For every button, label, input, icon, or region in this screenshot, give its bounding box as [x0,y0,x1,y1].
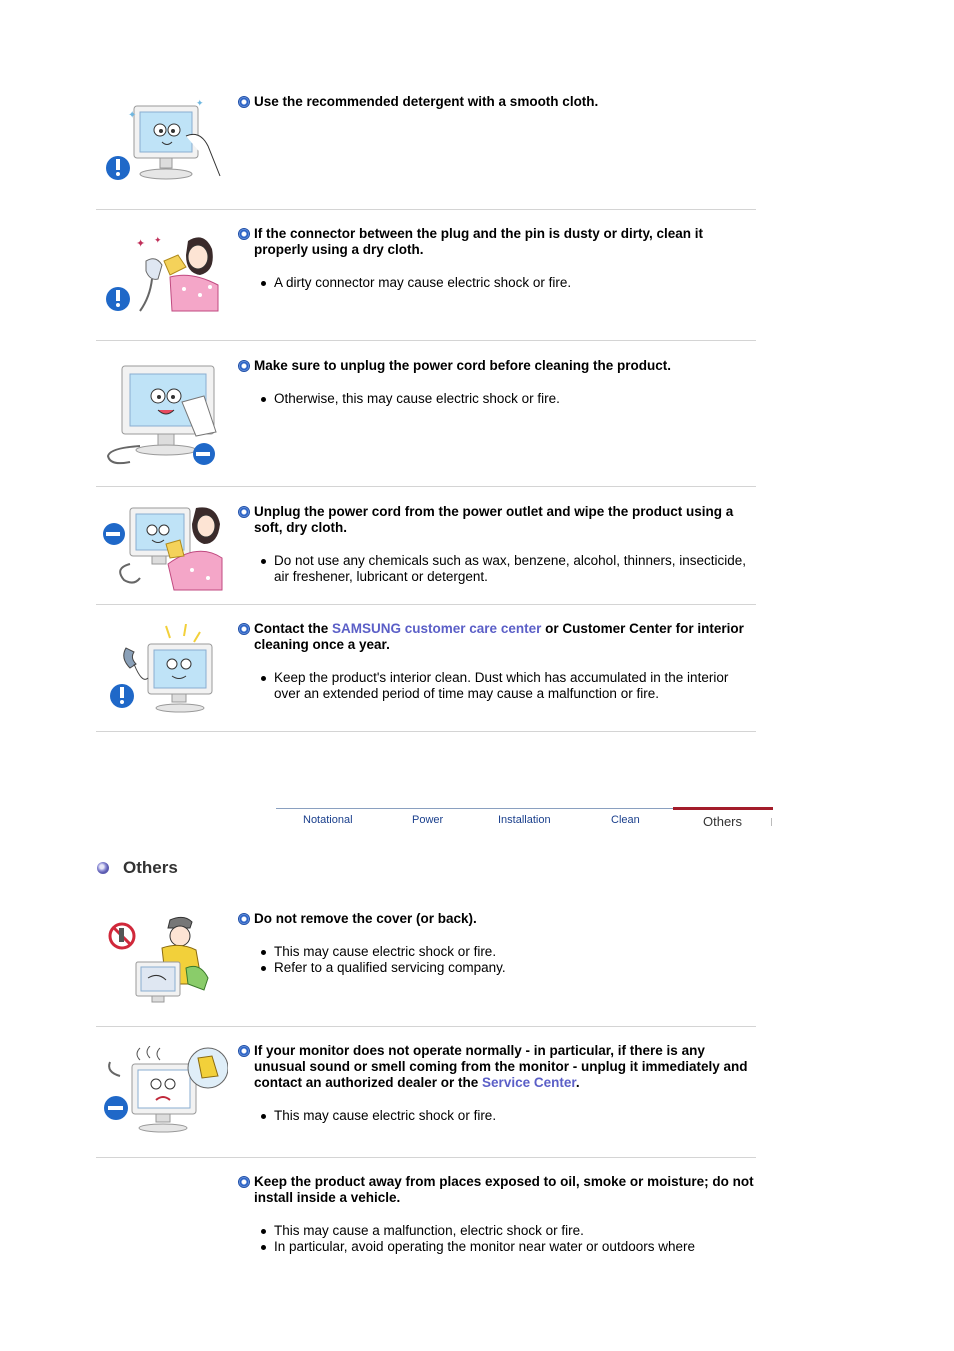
list-item: This may cause electric shock or fire. [274,944,756,960]
heading-text: or Customer Center for interior cleaning once a year. [254,621,744,652]
service-center-link[interactable]: Service Center [482,1075,576,1090]
list-item: Do not use any chemicals such as wax, benzene, alcohol, thinners, insecticide, air freshener, lubricant or detergent. [274,553,756,585]
notice-item [96,1157,756,1267]
detail-list [274,1223,756,1255]
detail-list [274,1108,756,1124]
notice-text [238,1174,756,1255]
tab-others[interactable]: Others [703,814,743,829]
list-item: Keep the product's interior clean. Dust which has accumulated in the interior over an extended period of time may cause a malfunction or fire. [274,670,756,702]
blue-bullet-icon [238,623,250,635]
notice-text [238,358,756,407]
tab-installation[interactable]: Installation [498,814,551,826]
notice-text [238,621,756,702]
svg-text:✦: ✦ [136,238,146,250]
list-item: This may cause electric shock or fire. [274,1108,756,1124]
detail-list [274,553,756,585]
blue-bullet-icon [238,1045,250,1057]
notice-heading [238,358,756,374]
monitor-unplug-icon [100,362,228,472]
notice-heading [238,1174,756,1206]
heading-text: Use the recommended detergent with a smooth cloth. [254,94,599,109]
active-tab-indicator [673,807,773,810]
heading-text: . [575,1075,580,1090]
list-item: Refer to a qualified servicing company. [274,960,756,976]
heading-text: Make sure to unplug the power cord before cleaning the product. [254,358,672,373]
svg-text:✦: ✦ [196,98,204,108]
notice-item [96,486,756,605]
notice-item [96,209,756,341]
notice-text [238,226,756,291]
heading-text: If the connector between the plug and the pin is dusty or dirty, clean it properly using a dry cloth. [254,226,704,257]
list-item: Otherwise, this may cause electric shock or fire. [274,391,756,407]
notice-heading [238,226,756,258]
notice-heading [238,621,756,653]
tab-clean[interactable]: Clean [611,814,640,826]
heading-text: If your monitor does not operate normally - in particular, if there is any unusual sound or smell coming from the monitor - unplug it immediately and contact an authorized dealer or the [254,1043,748,1090]
heading-text: Contact the [254,621,333,636]
tab-notational[interactable]: Notational [303,814,353,826]
woman-wiping-monitor-icon [100,504,228,594]
heading-text: Do not remove the cover (or back). [254,911,477,926]
blue-bullet-icon [238,506,250,518]
notice-heading [238,911,756,927]
list-item: A dirty connector may cause electric shock or fire. [274,275,756,291]
tab-power[interactable]: Power [412,814,444,826]
blue-bullet-icon [238,360,250,372]
svg-text:✦: ✦ [128,110,137,121]
notice-text [238,94,756,110]
notice-item [96,340,756,487]
samsung-customer-care-link[interactable]: SAMSUNG customer care center [332,621,542,636]
heading-text: Keep the product away from places exposed to oil, smoke or moisture; do not install inside a vehicle. [254,1174,754,1205]
notice-text [238,1043,756,1124]
detail-list [274,944,756,976]
detail-list [274,391,756,407]
svg-text:✦: ✦ [154,235,162,245]
monitor-smoke-unplug-icon [100,1046,228,1138]
woman-cleaning-plug-icon [100,231,228,331]
tab-divider [276,808,673,809]
detail-list [274,670,756,702]
notice-item [96,1026,756,1158]
no-disassembly-icon [100,914,228,1008]
notice-heading [238,504,756,536]
section-bullet-icon [97,862,109,874]
notice-item [96,900,756,1027]
list-item: In particular, avoid operating the monitor near water or outdoors where [274,1239,756,1255]
blue-bullet-icon [238,1176,250,1188]
list-item: This may cause a malfunction, electric shock or fire. [274,1223,756,1239]
notice-text [238,911,756,976]
blue-bullet-icon [238,96,250,108]
monitor-cleaning-cloth-icon [100,96,228,196]
notice-item [96,92,756,210]
blue-bullet-icon [238,913,250,925]
notice-item [96,604,756,732]
monitor-phone-service-icon [100,624,228,716]
heading-text: Unplug the power cord from the power outlet and wipe the product using a soft, dry cloth. [254,504,734,535]
section-title: Others [123,858,178,877]
detail-list [274,275,756,291]
notice-heading [238,1043,756,1091]
blue-bullet-icon [238,228,250,240]
tab-edge [771,818,772,826]
notice-heading [238,94,756,110]
section-tab-bar [276,806,773,830]
notice-text [238,504,756,585]
